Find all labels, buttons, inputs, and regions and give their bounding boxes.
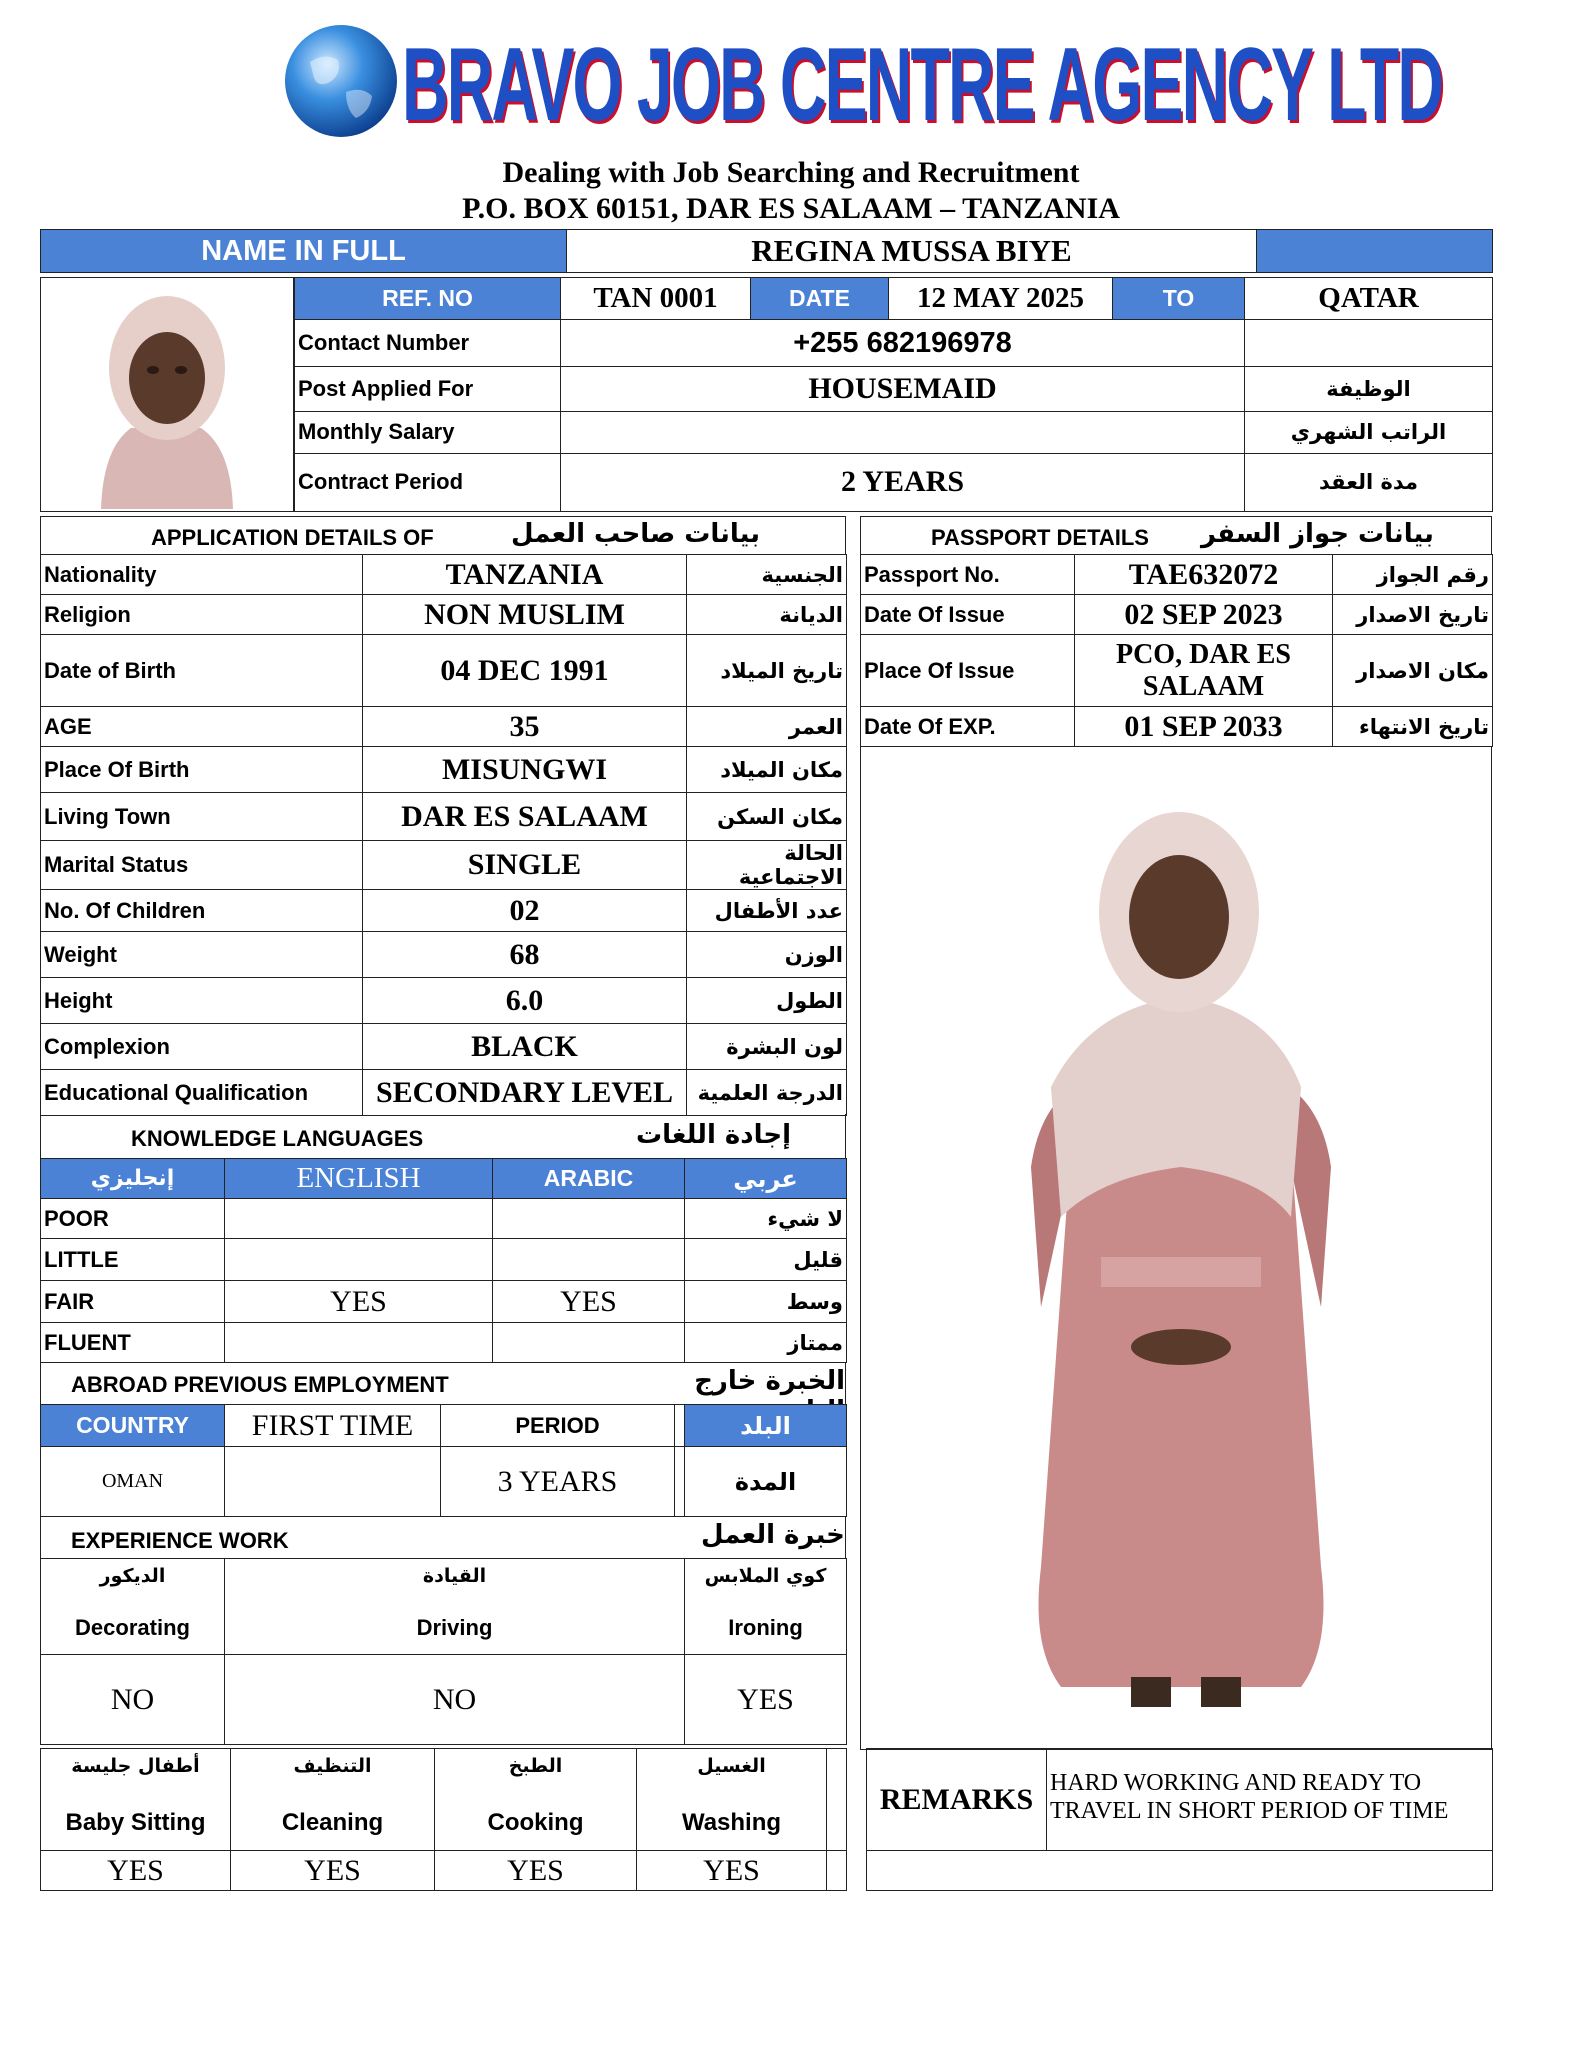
app-value: NON MUSLIM xyxy=(363,595,687,635)
skill-ar: الطبخ xyxy=(508,1755,563,1777)
app-arabic: العمر xyxy=(687,707,847,747)
remarks-blank xyxy=(867,1851,1493,1891)
app-arabic: الدرجة العلمية xyxy=(687,1070,847,1116)
skill-en: Washing xyxy=(681,1809,782,1836)
languages-section xyxy=(40,1114,846,1158)
exp-value: YES xyxy=(685,1655,847,1745)
app-value: BLACK xyxy=(363,1024,687,1070)
skill-value: YES xyxy=(637,1851,827,1891)
exp-ar: الديكور xyxy=(99,1565,166,1587)
abroad-period-value: 3 YEARS xyxy=(441,1447,675,1517)
app-arabic: الوزن xyxy=(687,932,847,978)
passport-label: Date Of EXP. xyxy=(861,707,1075,747)
abroad-title: ABROAD PREVIOUS EMPLOYMENT xyxy=(71,1372,449,1397)
passport-label: Date Of Issue xyxy=(861,595,1075,635)
skill-cooking xyxy=(435,1749,637,1851)
exp-en: Ironing xyxy=(728,1615,803,1640)
app-arabic: مكان السكن xyxy=(687,793,847,841)
lang-level: FLUENT xyxy=(41,1323,225,1363)
post-label: Post Applied For xyxy=(295,367,561,411)
app-row xyxy=(41,707,847,747)
remarks-text: HARD WORKING AND READY TO TRAVEL IN SHORT PERIOD OF TIME xyxy=(1047,1749,1493,1851)
lang-level-ar: لا شيء xyxy=(685,1199,847,1239)
exp-ar: القيادة xyxy=(422,1565,487,1587)
top-details-table xyxy=(294,277,1493,512)
lang-english xyxy=(225,1323,493,1363)
passport-section xyxy=(860,516,1492,554)
lang-header-arabic-ar: عربي xyxy=(685,1159,847,1199)
app-row xyxy=(41,841,847,890)
languages-header xyxy=(41,1159,847,1199)
experience-title: EXPERIENCE WORK xyxy=(71,1528,289,1553)
passport-title: PASSPORT DETAILS xyxy=(931,525,1149,550)
tagline: Dealing with Job Searching and Recruitment xyxy=(502,156,1080,189)
salary-label: Monthly Salary xyxy=(295,411,561,453)
app-arabic: الحالة الاجتماعية xyxy=(687,841,847,890)
ref-value: TAN 0001 xyxy=(561,278,751,320)
abroad-first-time: FIRST TIME xyxy=(225,1405,441,1447)
exp-ironing xyxy=(685,1559,847,1655)
abroad-section xyxy=(40,1362,846,1404)
salary-value xyxy=(561,411,1245,453)
app-label: Marital Status xyxy=(41,841,363,890)
application-section xyxy=(40,516,846,554)
lang-level-ar: ممتاز xyxy=(685,1323,847,1363)
name-label: NAME IN FULL xyxy=(41,230,567,273)
app-label: Educational Qualification xyxy=(41,1070,363,1116)
passport-label: Passport No. xyxy=(861,555,1075,595)
lang-level: FAIR xyxy=(41,1281,225,1323)
app-value: 35 xyxy=(363,707,687,747)
experience-title-ar: خبرة العمل xyxy=(701,1520,845,1550)
lang-header-english-ar: إنجليزي xyxy=(41,1159,225,1199)
app-row xyxy=(41,595,847,635)
name-blank xyxy=(1257,230,1493,273)
app-label: Date of Birth xyxy=(41,635,363,707)
lang-arabic xyxy=(493,1199,685,1239)
experience-values xyxy=(41,1655,847,1745)
languages-table xyxy=(40,1158,847,1363)
app-row xyxy=(41,1024,847,1070)
passport-arabic: مكان الاصدار xyxy=(1333,635,1493,707)
abroad-header xyxy=(41,1405,847,1447)
skill-value: YES xyxy=(231,1851,435,1891)
skill-en: Cooking xyxy=(487,1809,584,1836)
passport-title-ar: بيانات جواز السفر xyxy=(1201,519,1434,549)
ref-label: REF. NO xyxy=(295,278,561,320)
passport-arabic: تاريخ الانتهاء xyxy=(1333,707,1493,747)
app-row xyxy=(41,555,847,595)
app-value: 02 xyxy=(363,890,687,932)
experience-labels xyxy=(41,1559,847,1655)
contract-label: Contract Period xyxy=(295,453,561,511)
passport-value: TAE632072 xyxy=(1075,555,1333,595)
post-arabic: الوظيفة xyxy=(1245,367,1493,411)
date-value: 12 MAY 2025 xyxy=(889,278,1113,320)
app-value: TANZANIA xyxy=(363,555,687,595)
app-label: Height xyxy=(41,978,363,1024)
full-photo-frame xyxy=(860,746,1492,1750)
contract-arabic: مدة العقد xyxy=(1245,453,1493,511)
passport-row xyxy=(861,707,1493,747)
to-value: QATAR xyxy=(1245,278,1493,320)
app-value: MISUNGWI xyxy=(363,747,687,793)
application-title-ar: بيانات صاحب العمل xyxy=(511,519,761,549)
lang-row xyxy=(41,1199,847,1239)
post-value: HOUSEMAID xyxy=(561,367,1245,411)
languages-title: KNOWLEDGE LANGUAGES xyxy=(131,1126,424,1151)
company-name: BRAVO JOB CENTRE AGENCY LTD xyxy=(402,27,1443,143)
skill-ar: الغسيل xyxy=(697,1755,766,1777)
abroad-row xyxy=(41,1447,847,1517)
lang-header-arabic: ARABIC xyxy=(493,1159,685,1199)
full-name: REGINA MUSSA BIYE xyxy=(567,230,1257,273)
app-row xyxy=(41,793,847,841)
remarks-label: REMARKS xyxy=(867,1749,1047,1851)
lang-english xyxy=(225,1199,493,1239)
exp-ar: كوي الملابس xyxy=(704,1565,827,1587)
abroad-country-label: COUNTRY xyxy=(41,1405,225,1447)
contract-value: 2 YEARS xyxy=(561,453,1245,511)
app-label: Religion xyxy=(41,595,363,635)
salary-arabic: الراتب الشهري xyxy=(1245,411,1493,453)
app-row xyxy=(41,747,847,793)
exp-en: Decorating xyxy=(75,1615,190,1640)
contact-value: +255 682196978 xyxy=(561,320,1245,367)
globe-icon xyxy=(280,22,402,140)
to-label: TO xyxy=(1113,278,1245,320)
passport-label: Place Of Issue xyxy=(861,635,1075,707)
lang-arabic xyxy=(493,1239,685,1281)
exp-value: NO xyxy=(41,1655,225,1745)
app-row xyxy=(41,932,847,978)
passport-value: 01 SEP 2033 xyxy=(1075,707,1333,747)
exp-decorating xyxy=(41,1559,225,1655)
date-label: DATE xyxy=(751,278,889,320)
app-arabic: عدد الأطفال xyxy=(687,890,847,932)
skill-value: YES xyxy=(41,1851,231,1891)
passport-arabic: رقم الجواز xyxy=(1333,555,1493,595)
app-value: 04 DEC 1991 xyxy=(363,635,687,707)
app-value: 68 xyxy=(363,932,687,978)
app-label: AGE xyxy=(41,707,363,747)
app-value: SECONDARY LEVEL xyxy=(363,1070,687,1116)
lang-level-ar: وسط xyxy=(685,1281,847,1323)
skill-babysitting xyxy=(41,1749,231,1851)
app-arabic: لون البشرة xyxy=(687,1024,847,1070)
lang-arabic: YES xyxy=(493,1281,685,1323)
passport-row xyxy=(861,555,1493,595)
exp-en: Driving xyxy=(416,1615,493,1640)
app-row xyxy=(41,978,847,1024)
contract-row xyxy=(295,453,1493,511)
lang-level-ar: قليل xyxy=(685,1239,847,1281)
application-table xyxy=(40,554,847,1116)
abroad-blank xyxy=(225,1447,441,1517)
skill-value: YES xyxy=(435,1851,637,1891)
name-row xyxy=(40,229,1493,273)
app-label: Weight xyxy=(41,932,363,978)
skill-ar: أطفال جليسة xyxy=(71,1755,200,1777)
experience-section xyxy=(40,1516,846,1558)
app-row xyxy=(41,635,847,707)
abroad-country-ar: البلد xyxy=(685,1405,847,1447)
photo-frame xyxy=(40,277,294,512)
skill-en: Baby Sitting xyxy=(65,1809,206,1836)
salary-row xyxy=(295,411,1493,453)
address: P.O. BOX 60151, DAR ES SALAAM – TANZANIA xyxy=(462,192,1120,225)
app-label: Nationality xyxy=(41,555,363,595)
lang-level: POOR xyxy=(41,1199,225,1239)
post-row xyxy=(295,367,1493,411)
abroad-spacer xyxy=(675,1447,685,1517)
lang-level: LITTLE xyxy=(41,1239,225,1281)
skill-washing xyxy=(637,1749,827,1851)
app-label: No. Of Children xyxy=(41,890,363,932)
applicant-full-photo xyxy=(861,747,1489,1747)
abroad-spacer xyxy=(675,1405,685,1447)
lang-row xyxy=(41,1281,847,1323)
app-row xyxy=(41,1070,847,1116)
skill-cleaning xyxy=(231,1749,435,1851)
passport-row xyxy=(861,635,1493,707)
app-value: SINGLE xyxy=(363,841,687,890)
app-value: DAR ES SALAAM xyxy=(363,793,687,841)
experience-bottom-table xyxy=(40,1748,847,1891)
abroad-period-label: PERIOD xyxy=(441,1405,675,1447)
lang-arabic xyxy=(493,1323,685,1363)
app-label: Living Town xyxy=(41,793,363,841)
company-logo xyxy=(280,22,402,140)
passport-value: PCO, DAR ES SALAAM xyxy=(1075,635,1333,707)
contact-row xyxy=(295,320,1493,367)
passport-value: 02 SEP 2023 xyxy=(1075,595,1333,635)
skill-spacer xyxy=(827,1749,847,1851)
lang-row xyxy=(41,1239,847,1281)
experience-table xyxy=(40,1558,847,1745)
app-arabic: مكان الميلاد xyxy=(687,747,847,793)
skills-labels xyxy=(41,1749,847,1851)
app-label: Place Of Birth xyxy=(41,747,363,793)
languages-title-ar: إجادة اللغات xyxy=(636,1120,792,1150)
passport-row xyxy=(861,595,1493,635)
remarks-table xyxy=(866,1748,1493,1891)
skill-en: Cleaning xyxy=(281,1809,384,1836)
exp-driving xyxy=(225,1559,685,1655)
skill-ar: التنظيف xyxy=(293,1755,372,1777)
applicant-photo xyxy=(41,278,291,509)
skills-values xyxy=(41,1851,847,1891)
exp-value: NO xyxy=(225,1655,685,1745)
abroad-table xyxy=(40,1404,847,1517)
lang-row xyxy=(41,1323,847,1363)
skill-spacer xyxy=(827,1851,847,1891)
app-row xyxy=(41,890,847,932)
contact-arabic xyxy=(1245,320,1493,367)
abroad-title-ar: الخبرة خارج xyxy=(694,1366,845,1396)
passport-arabic: تاريخ الاصدار xyxy=(1333,595,1493,635)
app-arabic: تاريخ الميلاد xyxy=(687,635,847,707)
abroad-period-ar: المدة xyxy=(685,1447,847,1517)
application-title: APPLICATION DETAILS OF xyxy=(151,525,434,550)
app-value: 6.0 xyxy=(363,978,687,1024)
app-arabic: الطول xyxy=(687,978,847,1024)
app-arabic: الديانة xyxy=(687,595,847,635)
passport-table xyxy=(860,554,1493,747)
lang-header-english: ENGLISH xyxy=(225,1159,493,1199)
app-arabic: الجنسية xyxy=(687,555,847,595)
abroad-country-value: OMAN xyxy=(41,1447,225,1517)
lang-english xyxy=(225,1239,493,1281)
lang-english: YES xyxy=(225,1281,493,1323)
app-label: Complexion xyxy=(41,1024,363,1070)
contact-label: Contact Number xyxy=(295,320,561,367)
